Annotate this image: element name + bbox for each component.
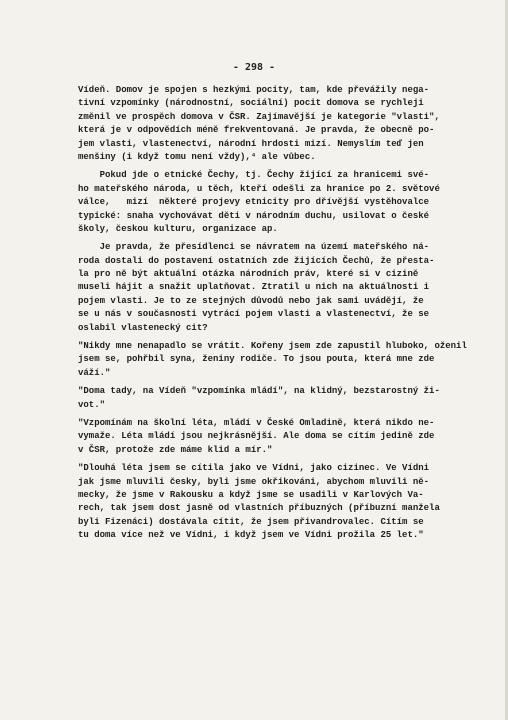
text-line: ho mateřského národa, u těch, kteří odešli za hranice po 2. světové [78,183,440,194]
text-line: válce, mizí některé projevy etnicity pro dřívější vystěhovalce [78,197,430,208]
text-line: "Vzpomínám na školní léta, mládí v České Omladině, která nikdo ne- [78,417,435,428]
text-line: v ČSR, protože zde máme klid a mír." [78,444,273,455]
text-line: změnil ve prospěch domova v ČSR. Zajímavější je kategorie "vlasti", [78,111,440,122]
text-line: "Dlouhá léta jsem se cítila jako ve Vídni, jako cizinec. Ve Vídni [78,463,430,474]
text-line: byli Fizenáci) dostávala cítit, že jsem přivandrovalec. Cítím se [78,516,424,527]
text-line: roda dostali do postavení ostatních zde žijících Čechů, že přesta- [78,255,435,266]
text-line: menšiny (i když tomu není vždy),⁴ ale vůbec. [78,151,316,162]
text-line: mecky, že jsme v Rakousku a když jsme se usadili v Karlových Va- [78,489,424,500]
text-line: "Doma tady, na Vídeň "vzpomínka mládí", na klidný, bezstarostný ži- [78,386,440,397]
text-line: vot." [78,399,106,410]
page-number: - 298 - [232,62,276,73]
text-line: váží." [78,367,111,378]
text-line: školy, českou kulturu, organizace ap. [78,223,278,234]
text-line: Vídeň. Domov je spojen s hezkými pocity, tam, kde převážily nega- [78,85,430,95]
text-line: typické: snaha vychovávat děti v národním duchu, usilovat o české [78,210,430,221]
text-line: jem vlasti, vlastenectví, národní hrdosti mizí. Nemyslím teď jen [78,138,424,149]
text-line: Je pravda, že přesídlenci se návratem na území mateřského ná- [78,242,430,253]
text-line: vymaže. Léta mládí jsou nejkrásnější. Ale doma se cítím jedině zde [78,431,435,442]
text-line: museli hájit a snažit uplatňovat. Ztratil u nich na aktuálnosti i [78,282,430,293]
text-line: která je v odpovědích méně frekventovaná. Je pravda, že obecně po- [78,125,435,136]
text-line: rech, tak jsem dost jasně od vlastních příbuzných (příbuzní manžela [78,503,440,514]
text-line: Pokud jde o etnické Čechy, tj. Čechy žijící za hranicemi své- [78,170,430,181]
text-line: jak jsme mluvili česky, byli jsme okřikováni, abychom mluvili ně- [78,476,430,487]
text-line: jsem se, pohřbil syna, ženiny rodiče. To jsou pouta, která mne zde [78,354,435,365]
text-line: "Nikdy mne nenapadlo se vrátit. Kořeny jsem zde zapustil hluboko, oženil [78,341,467,352]
text-line: pojem vlasti. Je to ze stejných důvodů nebo jak sami uvádějí, že [78,295,424,306]
text-line: se u nás v současnosti vytrácí pojem vlasti a vlastenectví, že se [78,309,430,320]
text-line: tivní vzpomínky (národnostní, sociální) pocit domova se rychleji [78,98,424,109]
body-text [78,84,470,543]
text-line: tu doma více než ve Vídni, i když jsem ve Vídni prožila 25 let." [78,530,424,541]
text-line: la pro ně být aktuální otázka národních práv, které si v cizině [78,269,419,280]
text-line: oslabil vlastenecký cit? [78,322,208,333]
